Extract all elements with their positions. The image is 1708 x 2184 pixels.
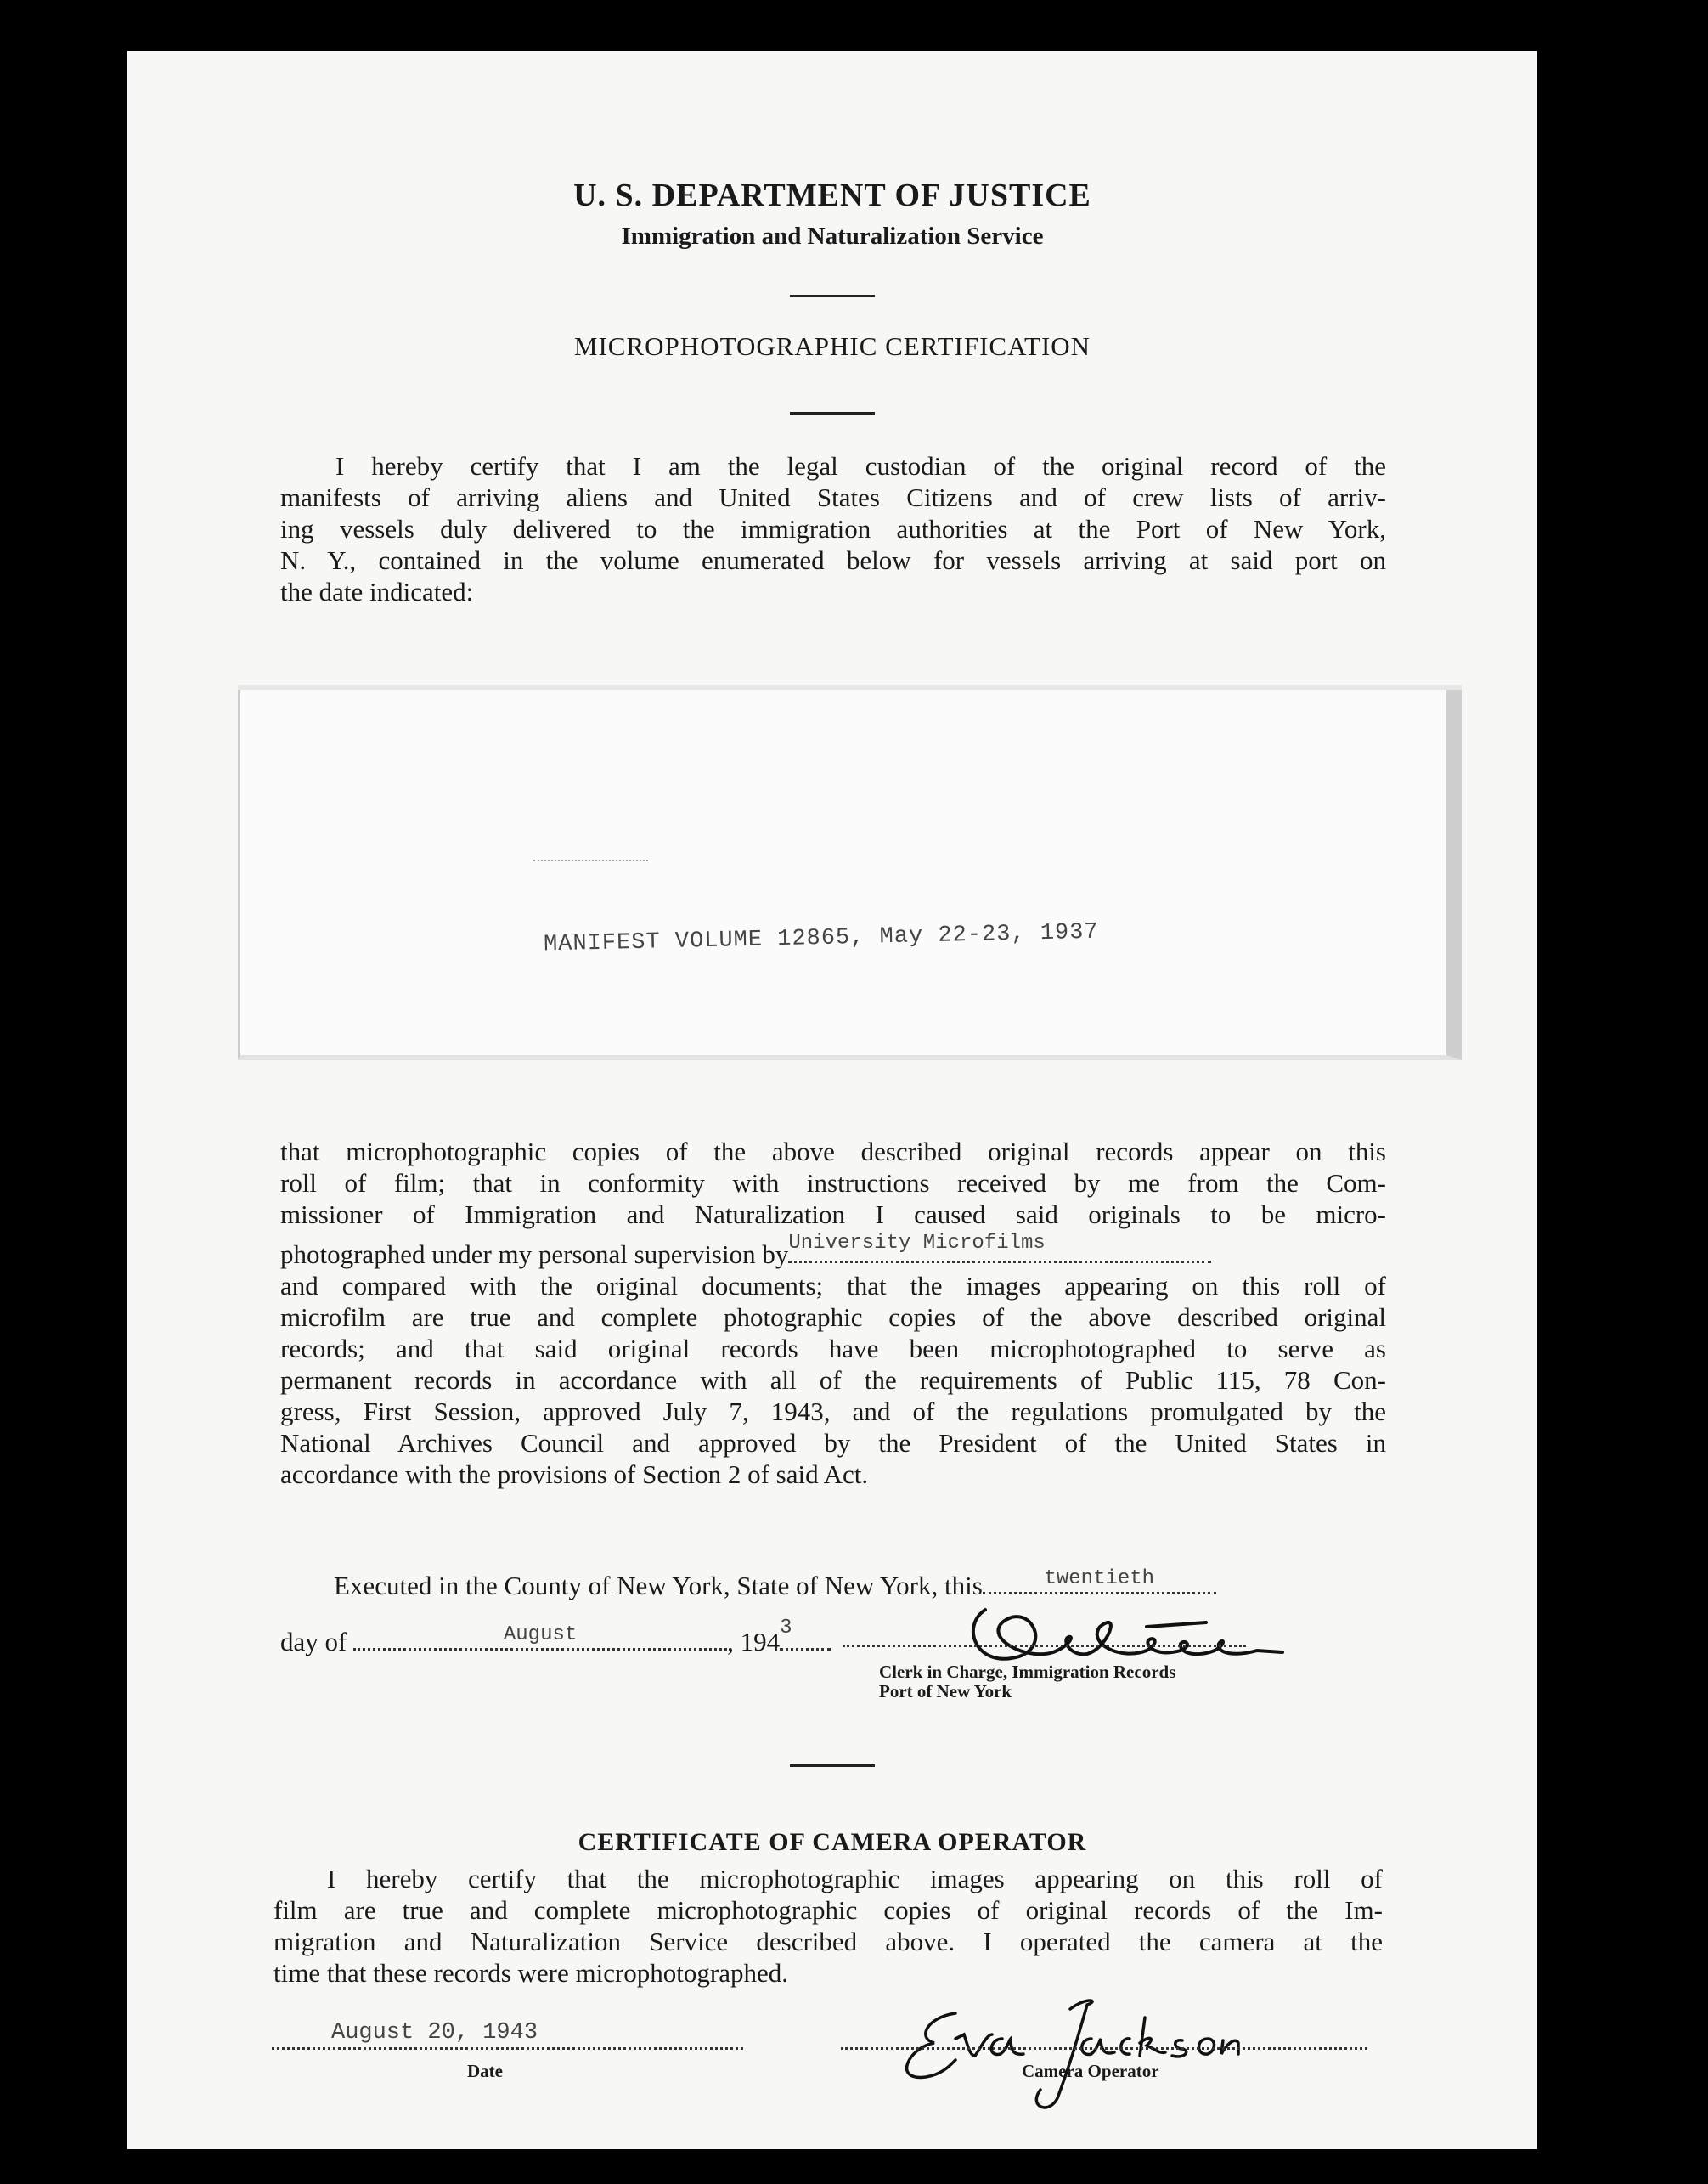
day-value: twentieth [1044,1567,1155,1590]
executed-prefix: Executed in the County of New York, State of New York, this [334,1571,983,1600]
department-heading: U. S. DEPARTMENT OF JUSTICE [573,178,1091,213]
date-signature-line [272,2047,743,2050]
year-fill [780,1617,831,1651]
text-line: I hereby certify that the microphotographic images appearing on this roll of [327,1864,1383,1893]
supervision-value: University Microfilms [788,1232,1046,1255]
text-line: N. Y., contained in the volume enumerated below for vessels arriving at said port on [280,545,1386,575]
certificate-page [127,51,1537,2149]
text-line: gress, First Session, approved July 7, 1943, and of the regulations promulgated by the [280,1397,1386,1426]
year-prefix: , 194 [727,1627,781,1656]
date-label: Date [467,2061,503,2081]
text-line: ing vessels duly delivered to the immigration authorities at the Port of New York, [280,514,1386,544]
manifest-volume-label: MANIFEST VOLUME 12865, May 22-23, 1937 [543,919,1099,958]
text-line: film are true and complete microphotographic copies of original records of the Im- [273,1895,1383,1925]
supervision-line [280,1232,1386,1270]
text-line: that microphotographic copies of the above described original records appear on this [280,1137,1386,1166]
operator-date-value: August 20, 1943 [331,2020,538,2046]
slip-mark [533,860,648,861]
camera-operator-label: Camera Operator [1022,2061,1159,2081]
date-line [280,1617,831,1657]
supervision-prefix: photographed under my personal supervision by [280,1239,789,1269]
certification-body [280,1136,1386,1490]
text-line: the date indicated: [280,577,474,607]
supervision-fill [788,1232,1211,1263]
month-fill [353,1624,727,1651]
text-line: and compared with the original documents; that the images appearing on this roll of [280,1271,1386,1301]
text-line: records; and that said original records have been microphotographed to serve as [280,1334,1386,1363]
divider [790,1764,875,1767]
clerk-title-line: Clerk in Charge, Immigration Records [879,1662,1176,1682]
text-line: migration and Naturalization Service described above. I operated the camera at the [273,1927,1383,1956]
camera-operator-heading: CERTIFICATE OF CAMERA OPERATOR [578,1828,1087,1856]
text-line: accordance with the provisions of Section 2 of said Act. [280,1459,869,1489]
text-line: I hereby certify that I am the legal custodian of the original record of the [335,451,1386,481]
certification-title: MICROPHOTOGRAPHIC CERTIFICATION [573,331,1091,361]
month-value: August [503,1623,578,1646]
text-line: microfilm are true and complete photographic copies of the above described original [280,1302,1386,1332]
text-line: manifests of arriving aliens and United States Citizens and of crew lists of arriv- [280,483,1386,512]
operator-signature [875,1954,1265,2115]
service-subheading: Immigration and Naturalization Service [621,223,1044,250]
intro-paragraph [280,450,1386,607]
text-line: National Archives Council and approved by the President of the United States in [280,1428,1386,1458]
clerk-signature-line [843,1645,1246,1647]
text-line: missioner of Immigration and Naturalization I caused said originals to be micro- [280,1199,1386,1229]
year-value: 3 [780,1617,792,1639]
divider [790,295,875,297]
operator-signature-line [841,2047,1367,2050]
divider [790,412,875,415]
signature-scrawl-icon [875,1954,1265,2115]
day-of-label: day of [280,1627,347,1656]
text-line: time that these records were microphotographed. [273,1958,788,1988]
manifest-slip [238,690,1462,1060]
text-line: permanent records in accordance with all of the requirements of Public 115, 78 Con- [280,1365,1386,1395]
clerk-title-line: Port of New York [879,1681,1012,1701]
text-line: roll of film; that in conformity with instructions received by me from the Com- [280,1168,1386,1198]
clerk-title [879,1662,1175,1701]
